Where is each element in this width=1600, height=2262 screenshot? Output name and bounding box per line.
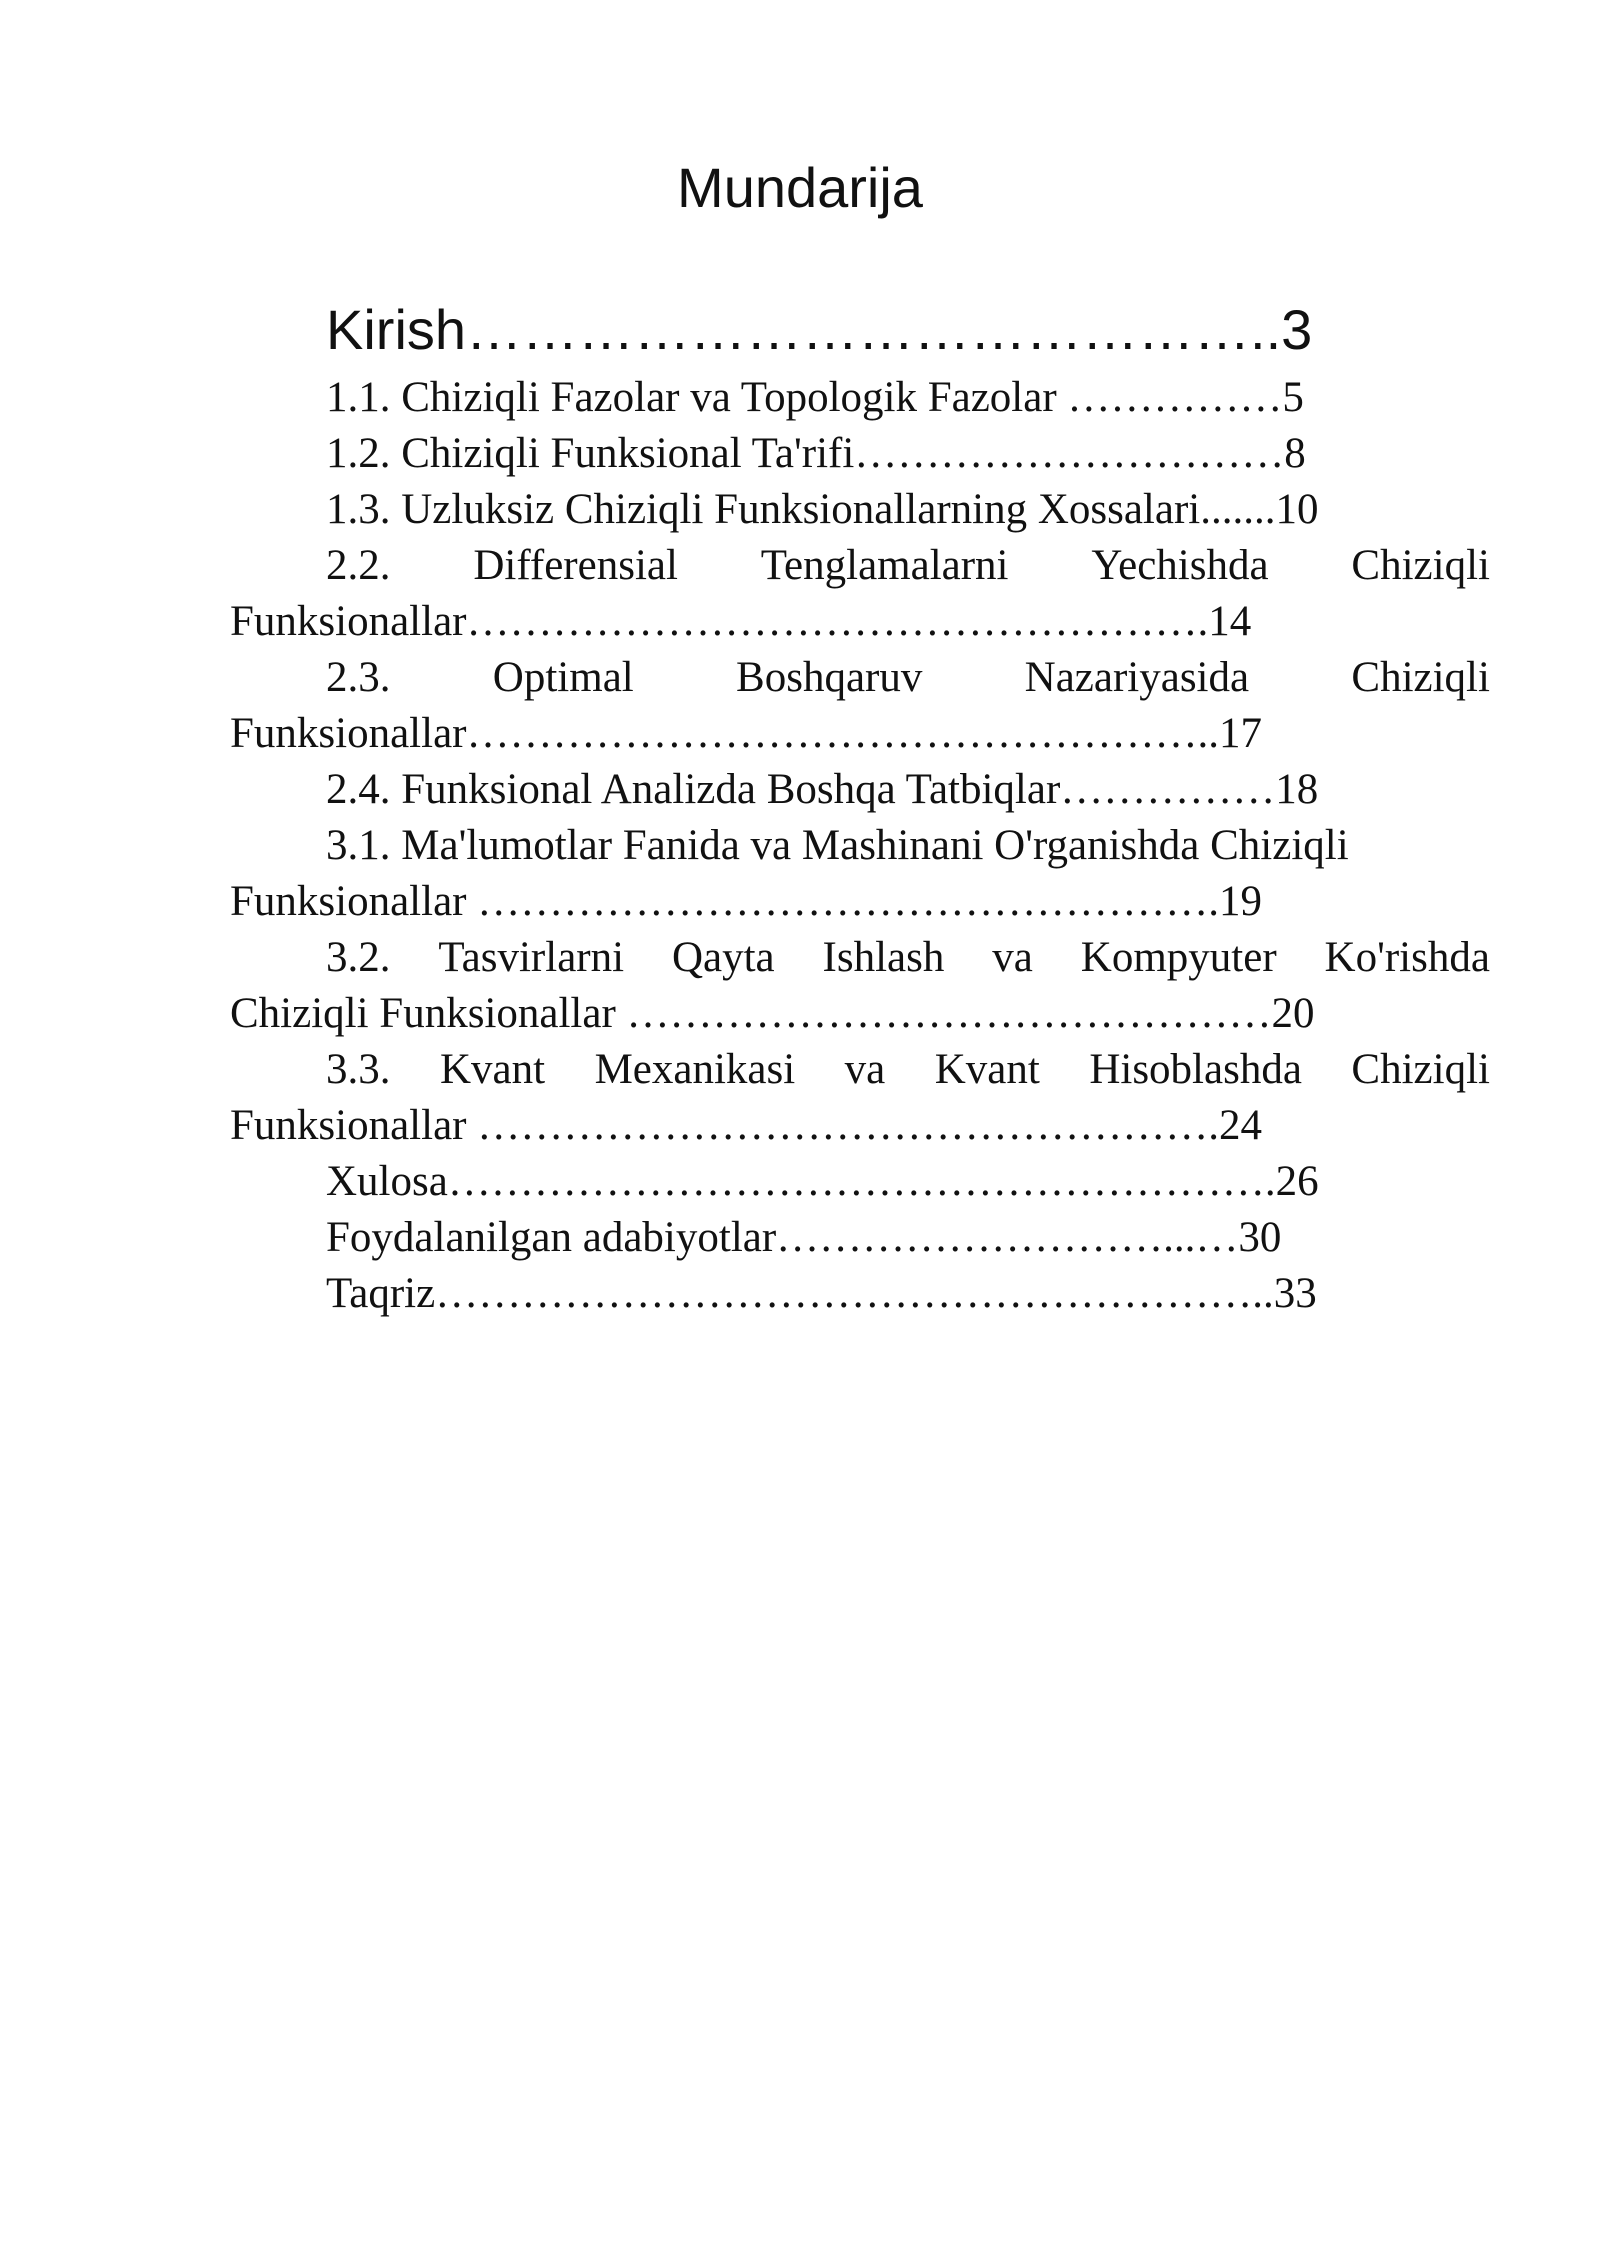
toc-entry-2-2-line-2: Funksionallar…………………………………………….14 [230, 598, 1252, 645]
toc-word: Mexanikasi [594, 1046, 796, 1093]
toc-word: Chiziqli [1351, 654, 1490, 701]
toc-entry-xulosa: Xulosa………………………………………………….26 [326, 1158, 1319, 1205]
toc-entry-3-1-line-2: Funksionallar …………………………………………….19 [230, 878, 1262, 925]
toc-entry-3-3-line-1 [230, 1042, 1490, 1098]
toc-word: Qayta [671, 934, 775, 981]
toc-entry-2-3-line-2: Funksionallar……………………………………………..17 [230, 710, 1262, 757]
toc-word: Tasvirlarni [438, 934, 625, 981]
toc-entry-1-1: 1.1. Chiziqli Fazolar va Topologik Fazolar ……………5 [326, 374, 1304, 421]
toc-word: Chiziqli [1351, 1046, 1490, 1093]
toc-entry-1-2: 1.2. Chiziqli Funksional Ta'rifi…………………………8 [326, 430, 1306, 477]
toc-entry-kirish: Kirish……………………………………..3 [326, 298, 1313, 361]
toc-word: 3.2. [326, 934, 391, 981]
toc-word: Kompyuter [1080, 934, 1277, 981]
toc-entry-2-3-line-1 [230, 650, 1490, 706]
toc-word: va [992, 934, 1033, 981]
table-of-contents [230, 290, 1490, 1322]
toc-entry-2-4: 2.4. Funksional Analizda Boshqa Tatbiqlar……………18 [326, 766, 1319, 813]
toc-word: Kvant [934, 1046, 1040, 1093]
toc-word: Differensial [473, 542, 678, 589]
toc-entry-1-3: 1.3. Uzluksiz Chiziqli Funksionallarning Xossalari.......10 [326, 486, 1319, 533]
toc-word: 3.3. [326, 1046, 391, 1093]
toc-word: va [844, 1046, 886, 1093]
toc-word: 2.2. [326, 542, 391, 589]
toc-word: Optimal [492, 654, 634, 701]
page-title: Mundarija [677, 156, 923, 219]
toc-word: Tenglamalarni [760, 542, 1009, 589]
toc-word: Yechishda [1091, 542, 1269, 589]
toc-entry-3-1-line-1: 3.1. Ma'lumotlar Fanida va Mashinani O'rganishda Chiziqli [326, 822, 1349, 869]
toc-entry-3-2-line-1 [230, 930, 1490, 986]
toc-word: Ko'rishda [1324, 934, 1490, 981]
toc-entry-foydalanilgan-adabiyotlar: Foydalanilgan adabiyotlar………………………...…30 [326, 1214, 1282, 1261]
toc-word: Chiziqli [1351, 542, 1490, 589]
toc-word: Boshqaruv [736, 654, 923, 701]
toc-word: Hisoblashda [1089, 1046, 1302, 1093]
toc-entry-3-2-line-2: Chiziqli Funksionallar ………………………………………20 [230, 990, 1315, 1037]
toc-entry-taqriz: Taqriz…………………………………………………..33 [326, 1270, 1317, 1317]
toc-word: 2.3. [326, 654, 391, 701]
toc-entry-3-3-line-2: Funksionallar …………………………………………….24 [230, 1102, 1262, 1149]
toc-word: Nazariyasida [1024, 654, 1250, 701]
toc-word: Kvant [439, 1046, 546, 1093]
toc-entry-2-2-line-1 [230, 538, 1490, 594]
toc-word: Ishlash [822, 934, 945, 981]
